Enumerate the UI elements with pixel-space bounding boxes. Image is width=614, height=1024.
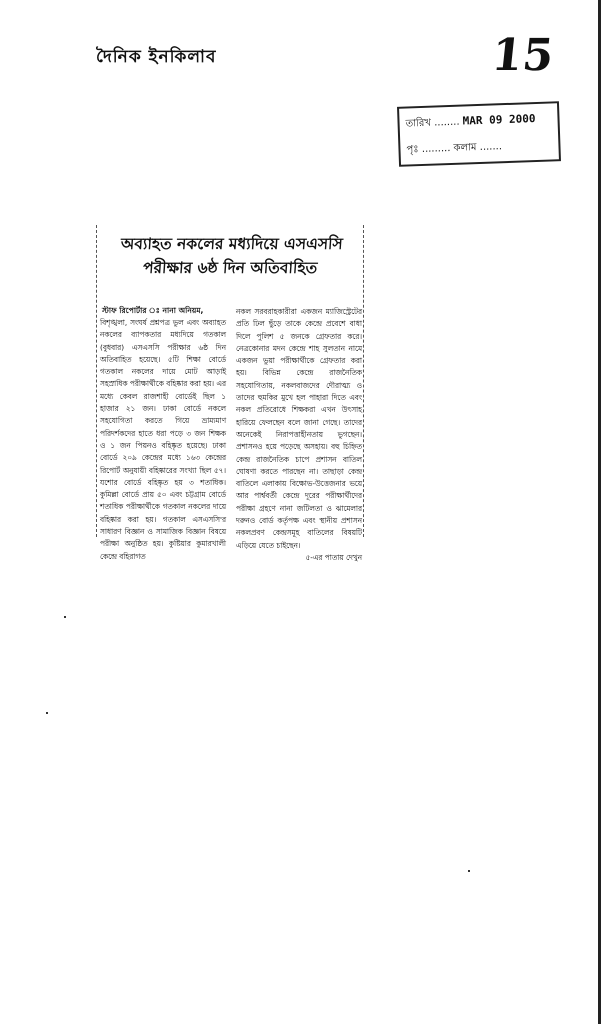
article-body-right: নকল সরবরাহকারীরা একজন ম্যাজিস্ট্রেটের প্রতি ঢিল ছুঁড়ে তাকে কেন্দ্রে প্রবেশে বাধা দিলে পুলিশ ৫ জনকে গ্রেফতার করে। নেত্রকোনার মদন কেন্দ্রে শাহ সুলতান নামে একজন ভুয়া পরীক্ষার্থীকে গ্রেফতার করা হয়। বিভিন্ন কেন্দ্রে রাজনৈতিক সহযোগিতায়, নকলবাজদের দৌরাত্ম্য ও তাদের হুমকির মুখে হল পাহারা দিতে এবং নকল প্রতিরোধে শিক্ষকরা এখন উৎসাহ হারিয়ে ফেলছেন বলে জানা গেছে। তাদের অনেকেই নিরাপত্তাহীনতায় ভুগছেন। প্রশাসনও হয়ে পড়েছে অসহায়। বহু চিহ্নিত কেন্দ্র রাজনৈতিক চাপে প্রশাসন বাতিল ঘোষণা করতে পারছেন না। তাছাড়া কেন্দ্র বাতিলে এলাকায় বিক্ষোভ-উত্তেজনার ভয়ে আর পার্শ্ববর্তী কেন্দ্রে দূরের পরীক্ষার্থীদের পরীক্ষা গ্রহণে নানা জটিলতা ও ঝামেলার দরুনও বোর্ড কর্তৃপক্ষ এবং স্থানীয় প্রশাসন নকলপ্রবণ কেন্দ্রসমূহ বাতিলের বিষয়টি এড়িয়ে যেতে চাইছেন। xyxy=(236,307,362,550)
stamp-page-row: পৃঃ ......... কলাম ....... xyxy=(406,141,503,156)
page-border xyxy=(598,0,601,1024)
stamp-date-label: তারিখ xyxy=(405,117,432,130)
article-column-left xyxy=(100,317,226,561)
clipping-date-stamp xyxy=(397,101,561,167)
stamp-page-label: পৃঃ xyxy=(406,144,419,156)
scan-speck xyxy=(468,870,470,872)
article-column-right xyxy=(236,306,362,562)
continuation-note: ৫-এর পাতায় দেখুন xyxy=(305,552,362,562)
newspaper-name: দৈনিক ইনকিলাব xyxy=(96,47,217,67)
stamp-column-label: কলাম xyxy=(453,142,477,154)
stamp-date-value: MAR 09 2000 xyxy=(462,112,536,128)
article-headline xyxy=(98,232,363,280)
article-byline: স্টাফ রিপোর্টার ঃ নানা অনিয়ম, xyxy=(102,306,204,315)
page-marker: 15 xyxy=(489,30,556,81)
scan-speck xyxy=(46,712,48,714)
scan-speck xyxy=(64,616,66,618)
stamp-date-row: তারিখ ........ MAR 09 2000 xyxy=(405,112,536,130)
article-body-left: বিশৃঙ্খলা, সংঘর্ষ প্রশ্নপত্র ভুল এবং অব্যাহত নকলের ব্যাপকতার মধ্যদিয়ে গতকাল (বুধবার) এসএসসি পরীক্ষার ৬ষ্ঠ দিন অতিবাহিত হয়েছে। ৫টি শিক্ষা বোর্ডে গতকাল নকলের দায়ে মোট আড়াই সহস্রাধিক পরীক্ষার্থীকে বহিষ্কার করা হয়। এর মধ্যে কেবল রাজশাহী বোর্ডেই ছিল ১ হাজার ২১ জন। ঢাকা বোর্ডে নকলে সহযোগিতা করতে গিয়ে ভ্রাম্যমাণ পরিদর্শকদের হাতে ধরা পড়ে ৩ জন শিক্ষক ও ১ জন পিয়নও বহিষ্কৃত হয়েছে। ঢাকা বোর্ডে ২০৯ কেন্দ্রের মধ্যে ১৬৩ কেন্দ্রের রিপোর্ট অনুযায়ী বহিষ্কারের সংখ্যা ছিল ৫৭। যশোর বোর্ডে বহিষ্কৃত হয় ৩ শতাধিক। কুমিল্লা বোর্ডে প্রায় ৫০ এবং চট্টগ্রাম বোর্ডে শতাধিক পরীক্ষার্থীকে গতকাল নকলের দায়ে বহিষ্কার করা হয়। গতকাল এসএসসি'র সাধারণ বিজ্ঞান ও সামাজিক বিজ্ঞান বিষয়ে পরীক্ষা অনুষ্ঠিত হয়। কুষ্টিয়ার কুমারখালী কেন্দ্রে বহিরাগত xyxy=(100,318,226,561)
headline-line-1: অব্যাহত নকলের মধ্যদিয়ে এসএসসি xyxy=(120,234,344,253)
headline-line-2: পরীক্ষার ৬ষ্ঠ দিন অতিবাহিত xyxy=(142,258,318,277)
